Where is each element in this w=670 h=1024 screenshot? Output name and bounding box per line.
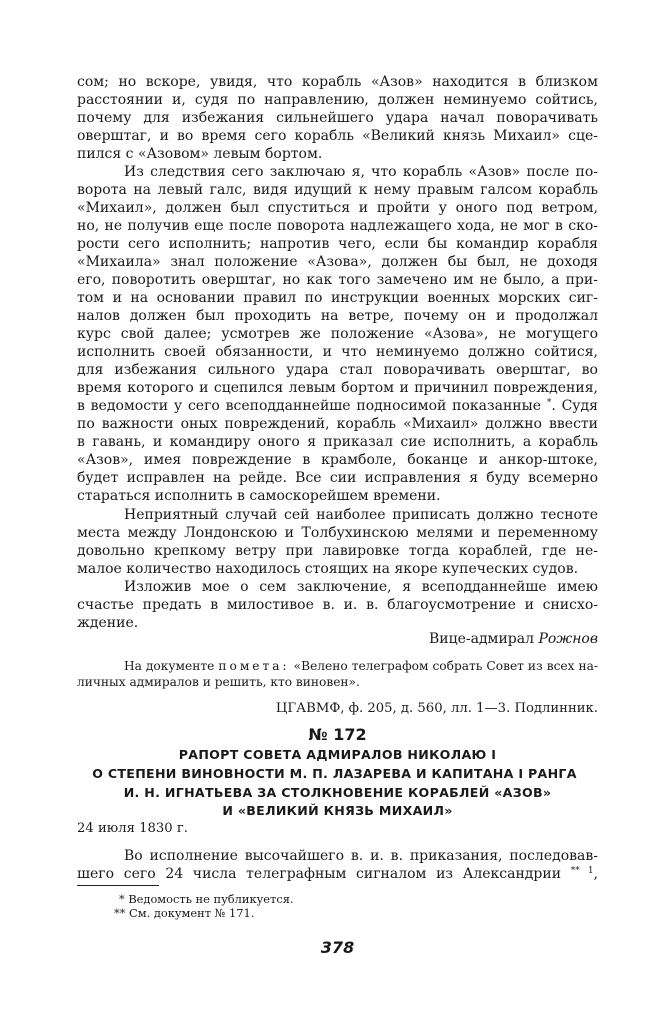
text-line: ждение.	[77, 615, 139, 631]
note-text: «Велено телеграфом собрать Совет из всех на-	[293, 659, 599, 673]
text-span: . Судя	[551, 398, 598, 414]
text-span: в ведомости у сего всеподданнейше подносимой показанные	[77, 398, 542, 414]
note-line	[77, 658, 598, 674]
title-line: РАПОРТ СОВЕТА АДМИРАЛОВ НИКОЛАЮ I	[178, 747, 497, 762]
text-line: расстоянии и, судя по направлению, должен неминуемо сойтись,	[77, 92, 598, 108]
text-line: его, поворотить оверштаг, но как того замечено им не было, а при-	[77, 272, 598, 288]
note-line: личных адмиралов и решить, кто виновен».	[77, 675, 360, 689]
text-line: счастье предать в милостивое в. и. в. благоусмотрение и снисхо-	[77, 597, 598, 613]
footnote: ** См. документ № 171.	[114, 906, 255, 920]
document-page	[77, 0, 598, 1024]
footnote-ref[interactable]: *	[546, 398, 552, 408]
text-line: в гавань, и командиру оного я приказал сие исполнить, а корабль	[77, 434, 598, 450]
text-line: исполнить своей обязанности, и что неминуемо должно сойтися,	[77, 344, 598, 360]
text-line: рости сего исполнить; напротив чего, если бы командир корабля	[77, 236, 598, 252]
text-line: Во исполнение высочайшего в. и. в. приказания, последовав-	[124, 848, 598, 864]
title-line: И. Н. ИГНАТЬЕВА ЗА СТОЛКНОВЕНИЕ КОРАБЛЕЙ «АЗОВ»	[123, 785, 552, 800]
text-line: Из следствия сего заключаю я, что корабль «Азов» после по-	[124, 164, 598, 180]
text-line: малое количество находилось стоящих на якоре купеческих судов.	[77, 561, 579, 577]
document-number: № 172	[308, 725, 367, 744]
text-line: будет исправлен на рейде. Все сии исправления я буду всемерно	[77, 470, 598, 486]
signature	[77, 630, 598, 648]
text-line: «Михаил», должен был спуститься и пройти у оного под ветром,	[77, 200, 598, 216]
footnote-rule	[77, 885, 159, 886]
text-span: шего сего 24 числа телеграфным сигналом из Александрии	[77, 866, 562, 882]
text-line: но, не получив еще после поворота надлежащего хода, не мог в ско-	[77, 218, 598, 234]
text-line: оверштаг, и во время сего корабль «Великий князь Михаил» сце-	[77, 128, 598, 144]
document-date: 24 июля 1830 г.	[77, 821, 188, 836]
text-line: довольно крепкому ветру при лавировке тогда кораблей, где не-	[77, 543, 598, 559]
footnote-ref[interactable]: ** 1	[570, 866, 594, 876]
text-line: Изложив мое о сем заключение, я всеподданнейше имею	[124, 579, 598, 595]
text-line: том и на основании правил по инструкции военных морских сиг-	[77, 290, 598, 306]
text-line: налов должен был проходить на ветре, почему он и продолжал	[77, 308, 598, 324]
text-line: «Михаила» знал положение «Азова», должен бы был, не доходя	[77, 254, 598, 270]
text-line: ворота на левый галс, видя идущий к нему правым галсом корабль	[77, 182, 598, 198]
text-line: сом; но вскоре, увидя, что корабль «Азов» находится в близком	[77, 74, 598, 90]
text-span: ,	[593, 866, 599, 882]
text-line: стараться исполнить в самоскорейшем времени.	[77, 488, 441, 504]
text-line: время которого и сцепился левым бортом и причинил повреждения,	[77, 380, 598, 396]
text-line: для избежания сильного удара стал поворачивать оверштаг, во	[77, 362, 598, 378]
text-line: Неприятный случай сей наиболее приписать должно тесноте	[124, 507, 598, 523]
text-line	[77, 397, 598, 415]
footnote: * Ведомость не публикуется.	[119, 892, 294, 906]
signature-title: Вице-адмирал	[428, 631, 534, 647]
text-line: «Азов», имея повреждение в крамболе, боканце и анкор-штоке,	[77, 452, 598, 468]
text-line	[77, 865, 598, 883]
text-line: пился с «Азовом» левым бортом.	[77, 146, 323, 162]
note-label: помета:	[218, 659, 290, 673]
text-line: почему для избежания сильнейшего удара начал поворачивать	[77, 110, 598, 126]
text-line: по важности оных повреждений, корабль «Михаил» должно ввести	[77, 416, 598, 432]
source-citation: ЦГАВМФ, ф. 205, д. 560, лл. 1—3. Подлинник.	[275, 701, 598, 716]
note-prefix: На документе	[124, 659, 215, 673]
text-line: курс свой далее; усмотрев же положение «Азова», не могущего	[77, 326, 598, 342]
title-line: И «ВЕЛИКИЙ КНЯЗЬ МИХАИЛ»	[222, 803, 453, 818]
title-line: О СТЕПЕНИ ВИНОВНОСТИ М. П. ЛАЗАРЕВА И КАПИТАНА I РАНГА	[92, 766, 577, 781]
text-line: места между Лондонскою и Толбухинскою мелями и переменному	[77, 525, 598, 541]
page-number: 378	[320, 938, 355, 957]
signature-name: Рожнов	[538, 631, 598, 647]
